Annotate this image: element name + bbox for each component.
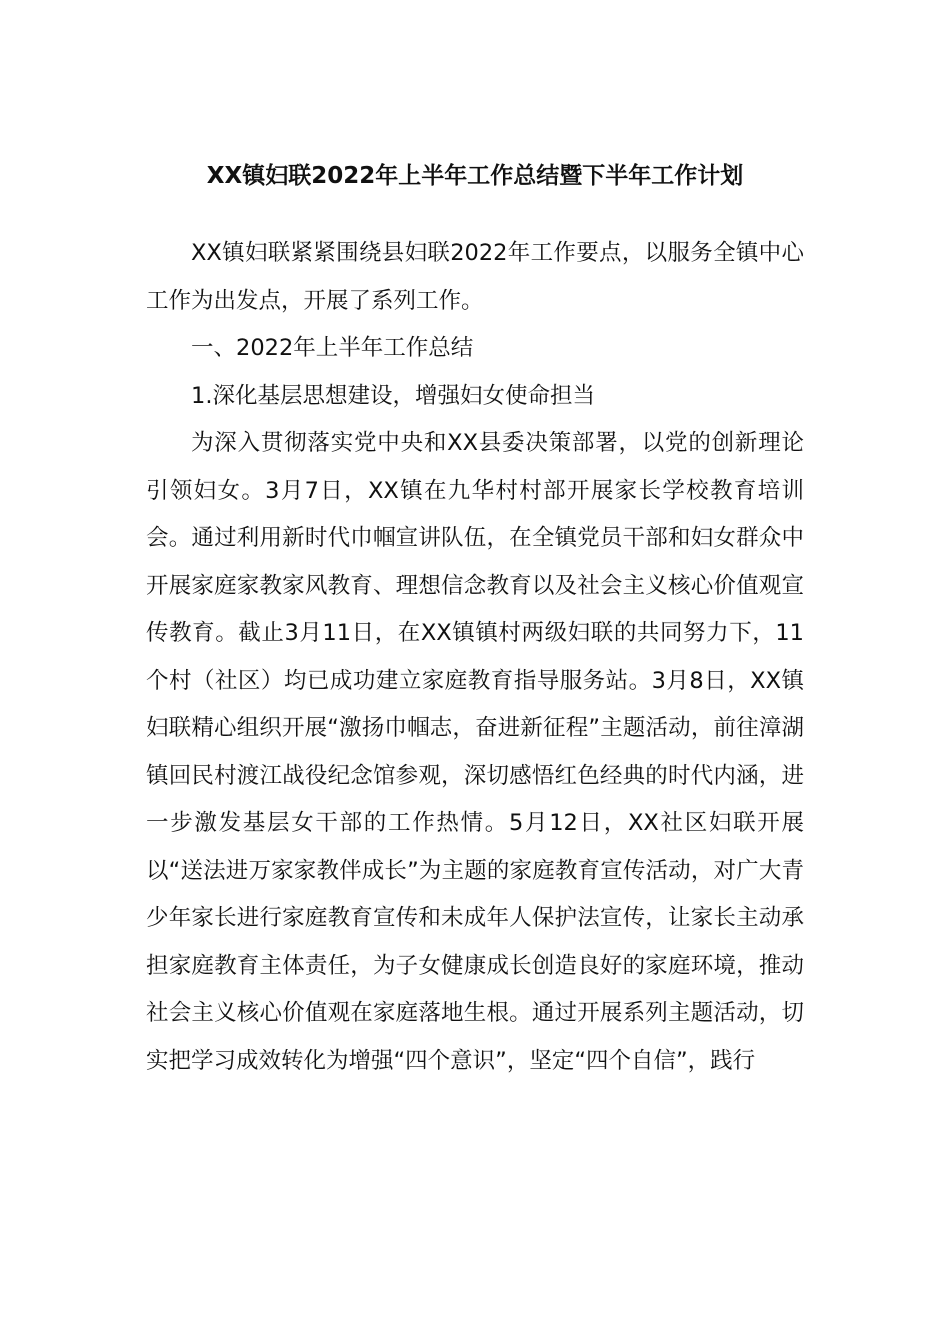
intro-paragraph: XX镇妇联紧紧围绕县妇联2022年工作要点，以服务全镇中心工作为出发点，开展了系列工作。 <box>146 240 804 314</box>
body-paragraph: 为深入贯彻落实党中央和XX县委决策部署，以党的创新理论引领妇女。3月7日，XX镇在九华村村部开展家长学校教育培训会。通过利用新时代巾帼宣讲队伍，在全镇党员干部和妇女群众中开展家庭家教家风教育、理想信念教育以及社会主义核心价值观宣传教育。截止3月11日，在XX镇镇村两级妇联的共同努力下，11个村（社区）均已成功建立家庭教育指导服务站。3月8日，XX镇妇联精心组织开展“激扬巾帼志，奋进新征程”主题活动，前往漳湖镇回民村渡江战役纪念馆参观，深切感悟红色经典的时代内涵，进一步激发基层女干部的工作热情。5月12日，XX社区妇联开展以“送法进万家家教伴成长”为主题的家庭教育宣传活动，对广大青少年家长进行家庭教育宣传和未成年人保护法宣传，让家长主动承担家庭教育主体责任，为子女健康成长创造良好的家庭环境，推动社会主义核心价值观在家庭落地生根。通过开展系列主题活动，切实把学习成效转化为增强“四个意识”，坚定“四个自信”，践行 <box>146 430 804 1074</box>
section-heading: 一、2022年上半年工作总结 <box>191 335 474 361</box>
document-title: XX镇妇联2022年上半年工作总结暨下半年工作计划 <box>206 163 744 189</box>
document-body <box>146 230 804 1085</box>
subsection-heading: 1.深化基层思想建设，增强妇女使命担当 <box>191 382 595 409</box>
